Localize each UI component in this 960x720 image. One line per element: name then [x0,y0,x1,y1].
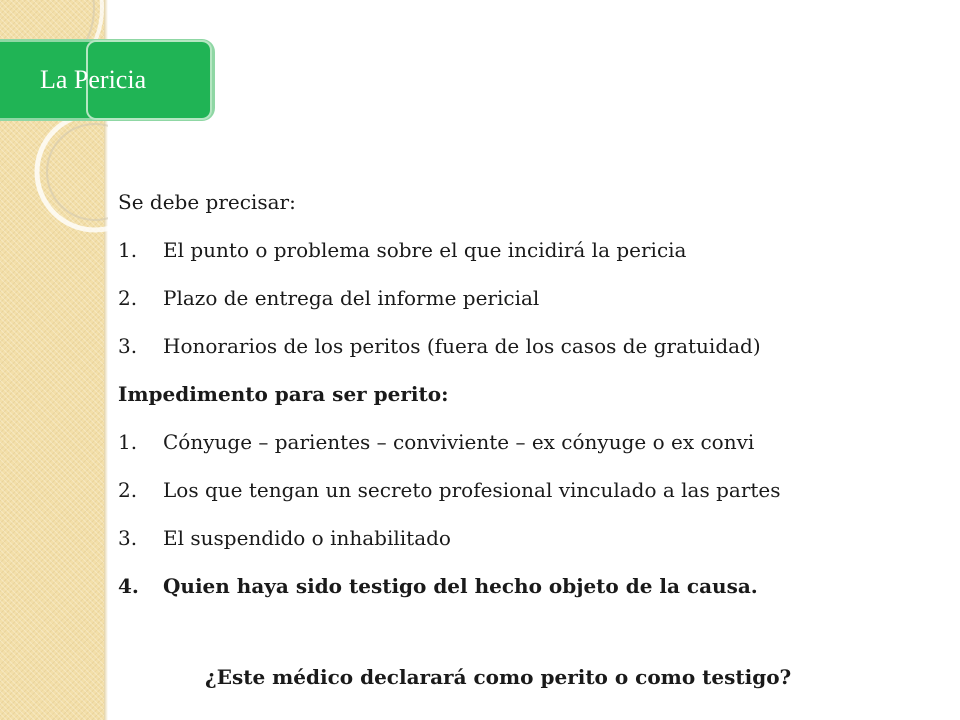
list-item-number: 3. [118,526,138,550]
list-item-text: Quien haya sido testigo del hecho objeto de la causa. [163,574,758,598]
list-item-text: Los que tengan un secreto profesional vinculado a las partes [163,478,781,502]
list-item-text: El suspendido o inhabilitado [163,526,451,550]
list-item-text: Honorarios de los peritos (fuera de los casos de gratuidad) [163,334,761,358]
closing-question: ¿Este médico declarará como perito o como testigo? [205,665,792,689]
intro-text: Se debe precisar: [118,190,296,214]
list-item-number: 4. [118,574,139,598]
list-item-number: 1. [118,238,138,262]
impedimento-heading: Impedimento para ser perito: [118,382,449,406]
slide-title: La Pericia [40,65,147,94]
list-item-number: 3. [118,334,138,358]
list-item-number: 2. [118,286,138,310]
list-item-text: El punto o problema sobre el que incidirá la pericia [163,238,687,262]
list-item-number: 1. [118,430,138,454]
decorative-rings [0,0,108,260]
list-item-text: Cónyuge – parientes – conviviente – ex cónyuge o ex convi [163,430,755,454]
list-item-text: Plazo de entrega del informe pericial [163,286,540,310]
list-item-number: 2. [118,478,138,502]
